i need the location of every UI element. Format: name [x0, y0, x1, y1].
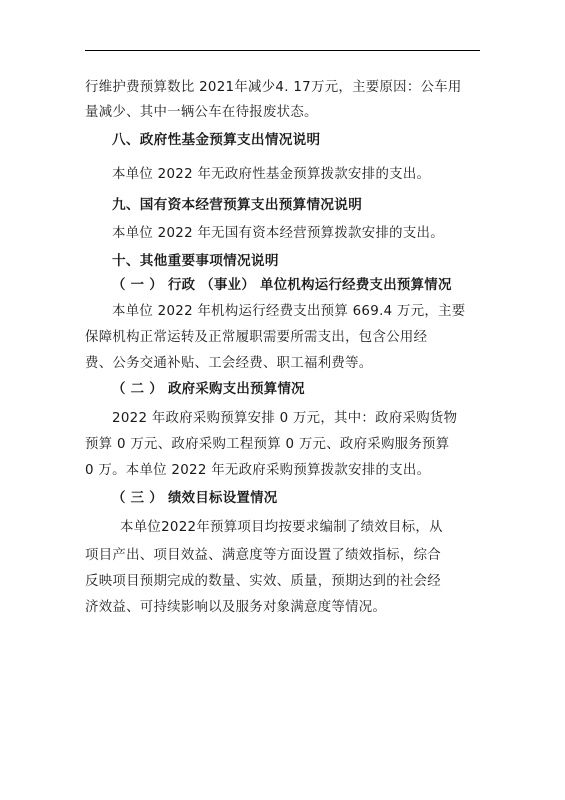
paragraph-line: 保障机构正常运转及正常履职需要所需支出，包含公用经	[85, 330, 428, 345]
subsection-heading-10-2: （ 二 ） 政府采购支出预算情况	[112, 382, 305, 397]
paragraph-line: 本单位 2022 年无国有资本经营预算拨款安排的支出。	[112, 226, 444, 241]
section-heading-8: 八、政府性基金预算支出情况说明	[112, 132, 321, 148]
header-rule	[85, 50, 480, 51]
paragraph-line: 本单位 2022 年无政府性基金预算拨款安排的支出。	[112, 167, 431, 182]
paragraph-line: 济效益、可持续影响以及服务对象满意度等情况。	[85, 600, 387, 615]
section-heading-9: 九、国有资本经营预算支出预算情况说明	[112, 197, 363, 213]
paragraph-line: 费、公务交通补贴、工会经费、职工福利费等。	[85, 356, 373, 371]
subsection-heading-10-3: （ 三 ） 绩效目标设置情况	[112, 491, 278, 506]
paragraph-line: 反映项目预期完成的数量、实效、质量，预期达到的社会经	[85, 574, 441, 589]
paragraph-line: 本单位2022年预算项目均按要求编制了绩效目标，从	[120, 520, 443, 535]
paragraph-line: 2022 年政府采购预算安排 0 万元，其中：政府采购货物	[112, 411, 458, 426]
paragraph-line: 量减少、其中一辆公车在待报废状态。	[85, 105, 318, 120]
paragraph-line: 本单位 2022 年机构运行经费支出预算 669.4 万元，主要	[112, 304, 466, 319]
paragraph-line: 行维护费预算数比 2021年减少4. 17万元，主要原因：公车用	[85, 80, 462, 95]
paragraph-line: 0 万。本单位 2022 年无政府采购预算拨款安排的支出。	[85, 463, 431, 478]
subsection-heading-10-1: （ 一 ） 行政 （事业） 单位机构运行经费支出预算情况	[112, 278, 452, 293]
section-heading-10: 十、其他重要事项情况说明	[112, 253, 279, 269]
paragraph-line: 预算 0 万元、政府采购工程预算 0 万元、政府采购服务预算	[85, 437, 450, 452]
paragraph-line: 项目产出、项目效益、满意度等方面设置了绩效指标，综合	[85, 548, 441, 563]
